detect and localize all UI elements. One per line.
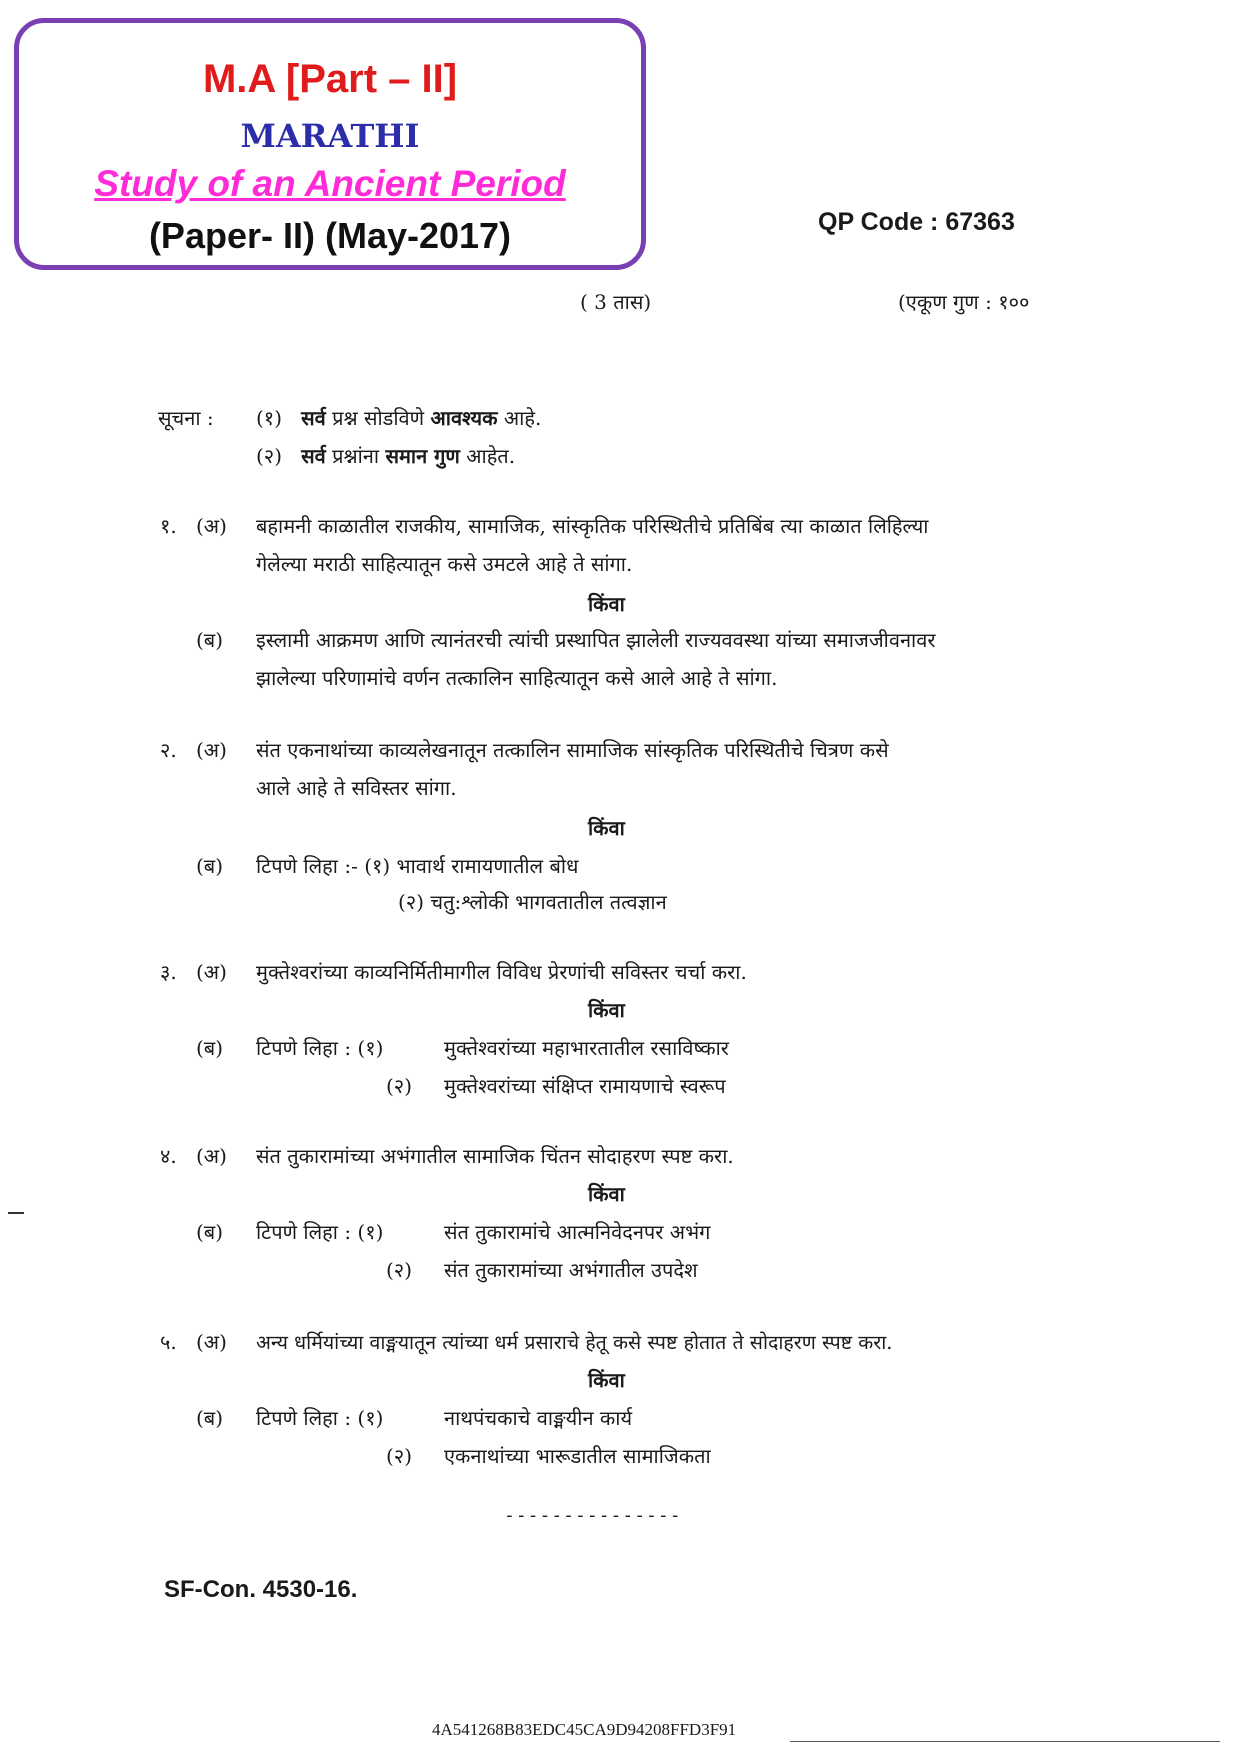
question-2b-text: टिपणे लिहा :- (१) भावार्थ रामायणातील बोध bbox=[256, 854, 579, 878]
instruction-emphasis: सर्व bbox=[301, 406, 326, 430]
instruction-1 bbox=[256, 404, 541, 431]
footer-rule bbox=[790, 1741, 1220, 1742]
question-1-number: १. bbox=[160, 514, 177, 538]
question-2b-item-2: (२) चतु:श्लोकी भागवतातील तत्वज्ञान bbox=[398, 890, 667, 914]
question-5b-prefix: टिपणे लिहा : (१) bbox=[256, 1406, 384, 1430]
instruction-text: आहेत. bbox=[459, 444, 516, 468]
question-1a-text: गेलेल्या मराठी साहित्यातून कसे उमटले आहे ते सांगा. bbox=[256, 552, 633, 576]
instruction-text: प्रश्नांना bbox=[325, 444, 386, 468]
end-separator: --------------- bbox=[504, 1505, 682, 1526]
question-4a-text: संत तुकारामांच्या अभंगातील सामाजिक चिंतन सोदाहरण स्पष्ट करा. bbox=[256, 1144, 734, 1168]
question-5a-label: (अ) bbox=[196, 1330, 227, 1354]
question-1a-label: (अ) bbox=[196, 514, 227, 538]
question-2-number: २. bbox=[160, 738, 177, 762]
title-box bbox=[14, 18, 646, 270]
question-1b-text: इस्लामी आक्रमण आणि त्यानंतरची त्यांची प्रस्थापित झालेली राज्यववस्था यांच्या समाजजीवनावर bbox=[256, 628, 936, 652]
question-3a-text: मुक्तेश्वरांच्या काव्यनिर्मितीमागील विविध प्रेरणांची सविस्तर चर्चा करा. bbox=[256, 960, 747, 984]
question-4b-num-2: (२) bbox=[386, 1258, 413, 1282]
instruction-emphasis: सर्व bbox=[301, 444, 326, 468]
paper-date: (Paper- II) (May-2017) bbox=[148, 215, 512, 256]
subject-title: MARATHI bbox=[240, 117, 420, 155]
question-3b-prefix: टिपणे लिहा : (१) bbox=[256, 1036, 384, 1060]
question-1b-text: झालेल्या परिणामांचे वर्णन तत्कालिन साहित्यातून कसे आले आहे ते सांगा. bbox=[256, 666, 778, 690]
question-4b-prefix: टिपणे लिहा : (१) bbox=[256, 1220, 384, 1244]
qp-code: QP Code : 67363 bbox=[818, 208, 1015, 236]
question-1a-text: बहामनी काळातील राजकीय, सामाजिक, सांस्कृतिक परिस्थितीचे प्रतिबिंब त्या काळात लिहिल्या bbox=[256, 514, 929, 538]
or-separator: किंवा bbox=[588, 1368, 625, 1392]
question-4b-item-1: संत तुकारामांचे आत्मनिवेदनपर अभंग bbox=[444, 1220, 711, 1244]
question-4b-item-2: संत तुकारामांच्या अभंगातील उपदेश bbox=[444, 1258, 698, 1282]
question-4a-label: (अ) bbox=[196, 1144, 227, 1168]
question-5-number: ५. bbox=[160, 1330, 177, 1354]
instruction-text: आहे. bbox=[497, 406, 542, 430]
instruction-number: (२) bbox=[256, 444, 283, 468]
duration: ( 3 तास) bbox=[580, 290, 652, 314]
instruction-emphasis: आवश्यक bbox=[430, 406, 498, 430]
question-5b-label: (ब) bbox=[196, 1406, 224, 1430]
instruction-2 bbox=[256, 442, 515, 469]
or-separator: किंवा bbox=[588, 998, 625, 1022]
question-2b-label: (ब) bbox=[196, 854, 224, 878]
or-separator: किंवा bbox=[588, 592, 625, 616]
question-3b-item-1: मुक्तेश्वरांच्या महाभारतातील रसाविष्कार bbox=[444, 1036, 729, 1060]
question-5b-num-2: (२) bbox=[386, 1444, 413, 1468]
question-2a-text: आले आहे ते सविस्तर सांगा. bbox=[256, 776, 457, 800]
or-separator: किंवा bbox=[588, 1182, 625, 1206]
course-title: M.A [Part – II] bbox=[202, 57, 458, 101]
question-3b-num-2: (२) bbox=[386, 1074, 413, 1098]
question-2a-text: संत एकनाथांच्या काव्यलेखनातून तत्कालिन सामाजिक सांस्कृतिक परिस्थितीचे चित्रण कसे bbox=[256, 738, 889, 762]
question-5b-item-2: एकनाथांच्या भारूडातील सामाजिकता bbox=[444, 1444, 711, 1468]
question-1b-label: (ब) bbox=[196, 628, 224, 652]
question-3-number: ३. bbox=[160, 960, 177, 984]
sf-code: SF-Con. 4530-16. bbox=[164, 1576, 358, 1603]
question-4-number: ४. bbox=[160, 1144, 177, 1168]
question-2a-label: (अ) bbox=[196, 738, 227, 762]
question-4b-label: (ब) bbox=[196, 1220, 224, 1244]
instruction-emphasis: समान गुण bbox=[385, 444, 460, 468]
document-hash: 4A541268B83EDC45CA9D94208FFD3F91 bbox=[432, 1720, 737, 1739]
question-3a-label: (अ) bbox=[196, 960, 227, 984]
question-5b-item-1: नाथपंचकाचे वाङ्मयीन कार्य bbox=[444, 1406, 633, 1430]
instruction-text: प्रश्न सोडविणे bbox=[325, 406, 431, 430]
question-3b-item-2: मुक्तेश्वरांच्या संक्षिप्त रामायणाचे स्वरूप bbox=[444, 1074, 726, 1098]
instruction-number: (१) bbox=[256, 406, 283, 430]
margin-mark bbox=[8, 1212, 24, 1214]
question-3b-label: (ब) bbox=[196, 1036, 224, 1060]
paper-name: Study of an Ancient Period bbox=[94, 163, 566, 204]
question-5a-text: अन्य धर्मियांच्या वाङ्मयातून त्यांच्या धर्म प्रसाराचे हेतू कसे स्पष्ट होतात ते सोदाहरण स्पष्ट करा. bbox=[256, 1331, 893, 1354]
total-marks: (एकूण गुण : १०० bbox=[898, 290, 1030, 314]
or-separator: किंवा bbox=[588, 816, 625, 840]
instructions-label: सूचना : bbox=[158, 406, 214, 430]
